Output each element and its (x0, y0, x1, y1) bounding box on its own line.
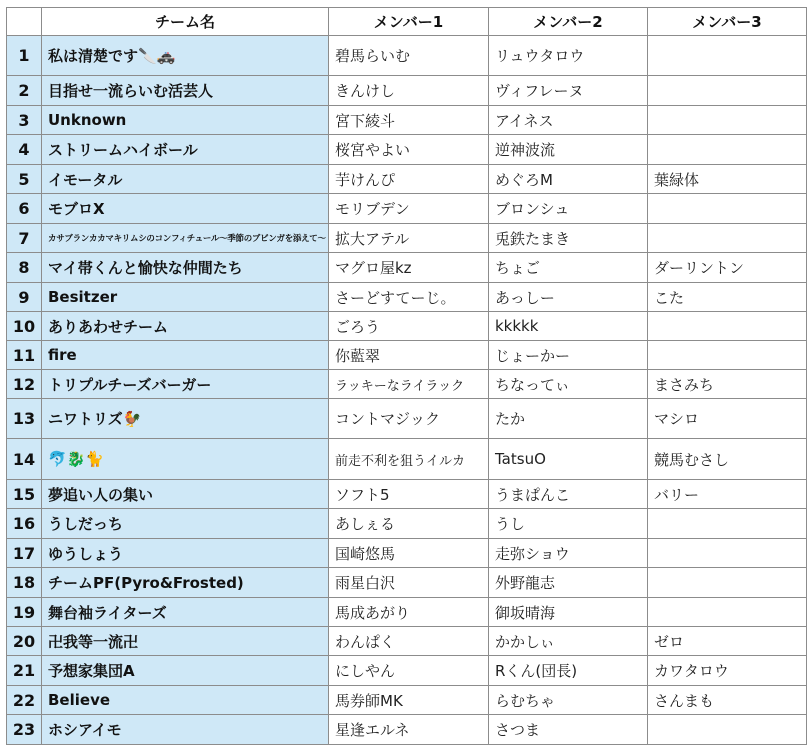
row-number: 12 (7, 370, 42, 399)
member-3-cell (648, 715, 807, 745)
row-number: 15 (7, 480, 42, 509)
member-1-cell: 馬券師MK (329, 686, 489, 715)
member-3-cell: マシロ (648, 399, 807, 439)
member-1-cell: 芋けんぴ (329, 165, 489, 194)
member-2-cell: じょーかー (489, 341, 648, 370)
team-name-cell: ゆうしょう (42, 539, 329, 568)
table-row (7, 715, 807, 745)
member-3-cell (648, 135, 807, 165)
table-row (7, 106, 807, 135)
team-name-cell: マイ帯くんと愉快な仲間たち (42, 253, 329, 283)
member-1-cell: 碧馬らいむ (329, 36, 489, 76)
table-row (7, 480, 807, 509)
team-name-cell: Besitzer (42, 283, 329, 312)
team-name-cell: チームPF(Pyro&Frosted) (42, 568, 329, 598)
member-3-cell (648, 224, 807, 253)
member-3-cell (648, 598, 807, 627)
table-row (7, 598, 807, 627)
member-3-cell (648, 509, 807, 539)
member-2-cell: リュウタロウ (489, 36, 648, 76)
team-table (6, 7, 807, 745)
member-2-cell: あっしー (489, 283, 648, 312)
table-row (7, 539, 807, 568)
table-row (7, 568, 807, 598)
team-name-cell: 舞台袖ライターズ (42, 598, 329, 627)
member-3-cell: まさみち (648, 370, 807, 399)
row-number: 5 (7, 165, 42, 194)
member-1-cell: あしぇる (329, 509, 489, 539)
member-3-cell: こた (648, 283, 807, 312)
header-member-3: メンバー3 (648, 8, 807, 36)
member-3-cell (648, 568, 807, 598)
team-name-cell: モブロX (42, 194, 329, 224)
team-name-cell: ニワトリズ🐓 (42, 399, 329, 439)
header-member-1: メンバー1 (329, 8, 489, 36)
member-2-cell: Rくん(団長) (489, 656, 648, 686)
team-name-cell: うしだっち (42, 509, 329, 539)
team-name-cell: Unknown (42, 106, 329, 135)
table-row (7, 370, 807, 399)
table-row (7, 656, 807, 686)
table-row (7, 135, 807, 165)
member-2-cell: ブロンシュ (489, 194, 648, 224)
member-3-cell: さんまも (648, 686, 807, 715)
member-3-cell: 競馬むさし (648, 439, 807, 480)
member-2-cell: ちょご (489, 253, 648, 283)
member-2-cell: うし (489, 509, 648, 539)
row-number: 6 (7, 194, 42, 224)
member-1-cell: ソフト5 (329, 480, 489, 509)
member-1-cell: モリブデン (329, 194, 489, 224)
row-number: 11 (7, 341, 42, 370)
header-team-name: チーム名 (42, 8, 329, 36)
member-2-cell: 逆神波流 (489, 135, 648, 165)
team-name-cell: Believe (42, 686, 329, 715)
member-1-cell: 桜宮やよい (329, 135, 489, 165)
member-3-cell: バリー (648, 480, 807, 509)
member-3-cell (648, 36, 807, 76)
member-3-cell (648, 539, 807, 568)
member-3-cell (648, 341, 807, 370)
member-2-cell: TatsuO (489, 439, 648, 480)
member-3-cell (648, 106, 807, 135)
member-1-cell: 你藍翠 (329, 341, 489, 370)
member-1-cell: 星逢エルネ (329, 715, 489, 745)
table-row (7, 341, 807, 370)
member-3-cell (648, 76, 807, 106)
table-row (7, 509, 807, 539)
member-2-cell: 兎鉄たまき (489, 224, 648, 253)
member-2-cell: 走弥ショウ (489, 539, 648, 568)
table-row (7, 165, 807, 194)
table-row (7, 253, 807, 283)
member-2-cell: kkkkk (489, 312, 648, 341)
row-number: 14 (7, 439, 42, 480)
table-row (7, 399, 807, 439)
table-row (7, 194, 807, 224)
table-row (7, 627, 807, 656)
member-1-cell: 雨星白沢 (329, 568, 489, 598)
row-number: 1 (7, 36, 42, 76)
member-1-cell: きんけし (329, 76, 489, 106)
member-2-cell: ちなってぃ (489, 370, 648, 399)
member-2-cell: さつま (489, 715, 648, 745)
team-name-cell: fire (42, 341, 329, 370)
team-name-cell: 卍我等一流卍 (42, 627, 329, 656)
member-1-cell: にしやん (329, 656, 489, 686)
member-1-cell: ラッキーなライラック (329, 370, 489, 399)
row-number: 16 (7, 509, 42, 539)
table-row (7, 224, 807, 253)
member-1-cell: 馬成あがり (329, 598, 489, 627)
row-number: 17 (7, 539, 42, 568)
team-name-cell: 🐬🐉🐈 (42, 439, 329, 480)
row-number: 21 (7, 656, 42, 686)
row-number: 8 (7, 253, 42, 283)
member-2-cell: 御坂晴海 (489, 598, 648, 627)
member-3-cell: ダーリントン (648, 253, 807, 283)
row-number: 4 (7, 135, 42, 165)
member-1-cell: 国崎悠馬 (329, 539, 489, 568)
table-row (7, 312, 807, 341)
table-row (7, 439, 807, 480)
member-1-cell: マグロ屋kz (329, 253, 489, 283)
team-name-cell: 予想家集団A (42, 656, 329, 686)
team-name-cell: ありあわせチーム (42, 312, 329, 341)
header-member-2: メンバー2 (489, 8, 648, 36)
row-number: 2 (7, 76, 42, 106)
member-1-cell: 宮下綾斗 (329, 106, 489, 135)
member-3-cell (648, 312, 807, 341)
member-1-cell: わんぱく (329, 627, 489, 656)
member-2-cell: かかしぃ (489, 627, 648, 656)
member-3-cell: 葉緑体 (648, 165, 807, 194)
team-name-cell: ストリームハイボール (42, 135, 329, 165)
row-number: 3 (7, 106, 42, 135)
member-2-cell: めぐろM (489, 165, 648, 194)
member-1-cell: さーどすてーじ。 (329, 283, 489, 312)
team-name-cell: 目指せ一流らいむ活芸人 (42, 76, 329, 106)
team-name-cell: 夢追い人の集い (42, 480, 329, 509)
team-name-cell: トリプルチーズバーガー (42, 370, 329, 399)
member-2-cell: らむちゃ (489, 686, 648, 715)
header-number (7, 8, 42, 36)
member-2-cell: ヴィフレーヌ (489, 76, 648, 106)
row-number: 18 (7, 568, 42, 598)
table-row (7, 36, 807, 76)
row-number: 19 (7, 598, 42, 627)
member-3-cell: カワタロウ (648, 656, 807, 686)
row-number: 10 (7, 312, 42, 341)
row-number: 20 (7, 627, 42, 656)
member-1-cell: 前走不利を狙うイルカ (329, 439, 489, 480)
member-3-cell (648, 194, 807, 224)
member-3-cell: ゼロ (648, 627, 807, 656)
member-2-cell: 外野龍志 (489, 568, 648, 598)
team-name-cell: 私は清楚です🔪🚓 (42, 36, 329, 76)
member-1-cell: 拡大アテル (329, 224, 489, 253)
table-row (7, 283, 807, 312)
table-row (7, 686, 807, 715)
table-row (7, 76, 807, 106)
member-2-cell: うまぱんこ (489, 480, 648, 509)
header-row (7, 8, 807, 36)
member-2-cell: アイネス (489, 106, 648, 135)
team-name-cell: ホシアイモ (42, 715, 329, 745)
team-name-cell: カサブランカカマキリムシのコンフィチュール〜季節のブビンガを添えて〜 (42, 224, 329, 253)
row-number: 7 (7, 224, 42, 253)
row-number: 23 (7, 715, 42, 745)
member-2-cell: たか (489, 399, 648, 439)
member-1-cell: コントマジック (329, 399, 489, 439)
member-1-cell: ごろう (329, 312, 489, 341)
row-number: 22 (7, 686, 42, 715)
team-name-cell: イモータル (42, 165, 329, 194)
row-number: 13 (7, 399, 42, 439)
row-number: 9 (7, 283, 42, 312)
